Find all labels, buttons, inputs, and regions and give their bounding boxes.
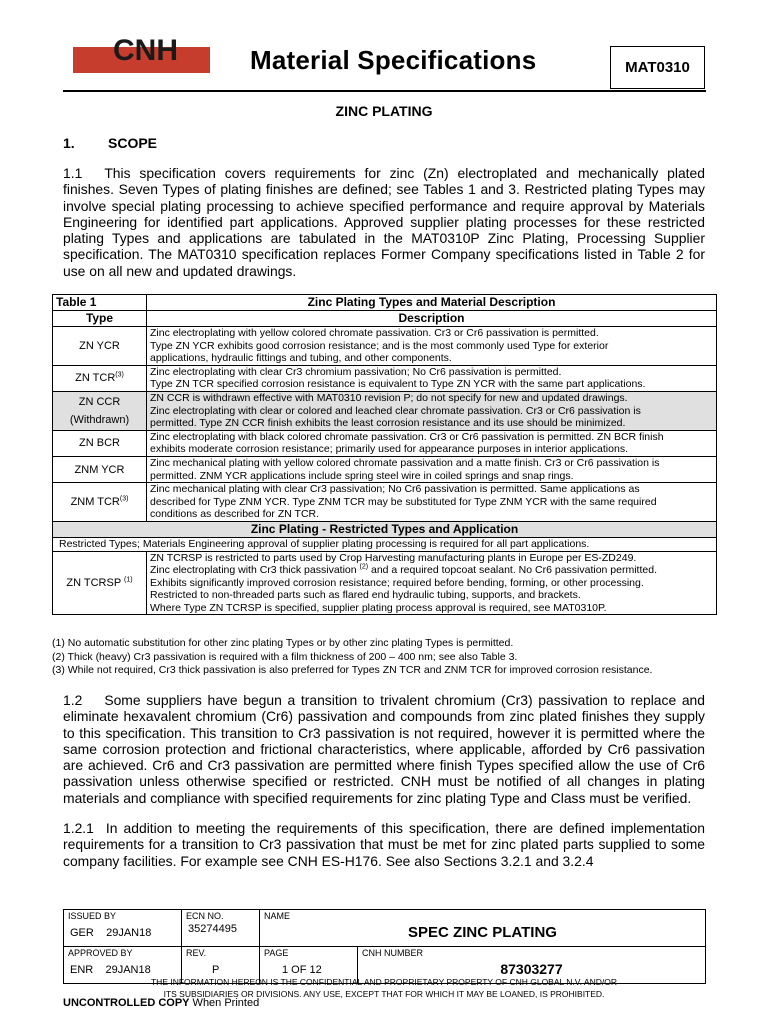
type-cell: ZN BCR xyxy=(53,430,147,456)
cnh-logo-text: CNH xyxy=(113,34,178,67)
description-cell: Zinc mechanical plating with yellow colored chromate passivation and a matte finish. Cr3 or Cr6 passivation is permitted. ZNM YCR applications include spring steel wire in coiled springs and snap rings. xyxy=(147,456,717,482)
restricted-title: Zinc Plating - Restricted Types and Application xyxy=(53,521,717,537)
scope-heading xyxy=(63,135,157,151)
table-1 xyxy=(52,294,717,615)
description-cell: Zinc electroplating with black colored chromate passivation. Cr3 or Cr6 passivation is permitted. ZN BCR finish exhibits moderate corrosion resistance; primarily used for appearance purposes in interior applications. xyxy=(147,430,717,456)
type-cell: ZN TCRSP $^{(1)}$ xyxy=(53,551,147,615)
footnote: (2) Thick (heavy) Cr3 passivation is required with a film thickness of 200 – 400 nm; see also Table 3. xyxy=(52,650,518,663)
table-row xyxy=(53,365,717,391)
cnh-number-cell: CNH NUMBER 87303277 xyxy=(358,947,706,984)
footnote: (3) While not required, Cr3 thick passivation is also preferred for Types ZN TCR and ZNM TCR for improved corrosion resistance. xyxy=(52,664,653,677)
scope-number: 1. xyxy=(63,135,75,151)
title-block xyxy=(63,909,706,984)
table-footnotes xyxy=(52,637,652,678)
table-row-restricted xyxy=(53,551,717,615)
footnote: (1) No automatic substitution for other zinc plating Types or by other zinc plating Types is permitted. xyxy=(52,637,514,649)
column-header-description: Description xyxy=(147,311,717,327)
column-header-type: Type xyxy=(53,311,147,327)
issued-by-cell: ISSUED BY GER 29JAN18 xyxy=(64,910,182,947)
document-title: ZINC PLATING xyxy=(335,103,433,119)
confidentiality-notice: THE INFORMATION HEREON IS THE CONFIDENTIAL AND PROPRIETARY PROPERTY OF CNH GLOBAL N.V. AND/OR ITS SUBSIDIARIES OR DIVISIONS. ANY USE, EXCEPT THAT FOR WHICH IT MAY BE LOANED, IS PROHIBITED. xyxy=(150,977,617,999)
type-cell: ZNM YCR xyxy=(53,456,147,482)
paragraph-text: In addition to meeting the requirements of this specification, there are defined implementation requirements for a transition to Cr3 passivation that must be met for zinc plated parts supplied to some company facilities. For example see CNH ES-H176. See also Sections 3.2.1 and 3.2.4 xyxy=(63,820,705,869)
paragraph-number: 1.2 xyxy=(63,692,83,708)
restricted-note-row xyxy=(53,537,717,551)
header-divider xyxy=(63,90,706,92)
description-cell: Zinc mechanical plating with clear Cr3 passivation; No Cr6 passivation is permitted. Same applications as described for Type ZNM YCR. Type ZNM TCR may be substituted for Type ZNM YCR with the same required conditions as described for ZN TCR. xyxy=(147,483,717,522)
page-header-title: Material Specifications xyxy=(250,45,537,75)
table-row xyxy=(53,430,717,456)
type-cell: ZN CCR (Withdrawn) xyxy=(53,391,147,430)
page-cell: PAGE 1 OF 12 xyxy=(260,947,358,984)
name-cell: NAME SPEC ZINC PLATING xyxy=(260,910,706,947)
description-cell: ZN CCR is withdrawn effective with MAT0310 revision P; do not specify for new and updated drawings. Zinc electroplating with clear or colored and leached clear chromate passivation. Cr3 or Cr6 passivation is permitted. Type ZN CCR finish exhibits the least corrosion resistance and its use should be minimized. xyxy=(147,391,717,430)
type-cell: ZN TCR$^{(3)}$ xyxy=(53,365,147,391)
table-row xyxy=(53,327,717,366)
ecn-cell: ECN NO. 35274495 xyxy=(182,910,260,947)
table-title: Zinc Plating Types and Material Description xyxy=(147,295,717,311)
restricted-title-row xyxy=(53,521,717,537)
table-header-row xyxy=(53,311,717,327)
revision-cell: REV. P xyxy=(182,947,260,984)
paragraph-number: 1.1 xyxy=(63,165,83,181)
scope-label: SCOPE xyxy=(108,135,158,151)
paragraph-text: This specification covers requirements for zinc (Zn) electroplated and mechanically plated finishes. Seven Types of plating finishes are defined; see Tables 1 and 3. Restricted plating Types may involve special plating processing to achieve specified performance and require approval by Materials Engineering for identified part applications. Approved supplier plating processes for these restricted plating Types and applications are tabulated in the MAT0310P Zinc Plating, Processing Supplier specification. The MAT0310 specification replaces Former Company specifications listed in Table 2 for use on all new and updated drawings. xyxy=(63,165,705,279)
uncontrolled-copy-notice: UNCONTROLLED COPY When Printed xyxy=(63,997,260,1009)
table-row-withdrawn xyxy=(53,391,717,430)
description-cell: ZN TCRSP is restricted to parts used by Crop Harvesting manufacturing plants in Europe per ES-ZD249. Zinc electroplating with Cr3 thick passivation $^{(2)}$ and a required topcoat sealant. No Cr6 passivation permitted. Exhibits significantly improved corrosion resistance; required before bending, forming, or other processing. Restricted to non-threaded parts such as flared end hydraulic tubing, supports, and brackets. Where Type ZN TCRSP is specified, supplier plating process approval is required, see MAT0310P. xyxy=(147,551,717,615)
restricted-note: Restricted Types; Materials Engineering approval of supplier plating processing is required for all part applications. xyxy=(53,537,717,551)
paragraph-text: Some suppliers have begun a transition to trivalent chromium (Cr3) passivation to replace and eliminate hexavalent chromium (Cr6) passivation and compounds from zinc plated finishes they supply to this specification. This transition to Cr3 passivation is not required, however it is permitted where the same corrosion protection and frictional characteristics, where applicable, afforded by Cr6 passivation are achieved. Cr6 and Cr3 passivation are permitted where finish Types specified allow the use of Cr6 passivation unless otherwise specified or restricted. CNH must be notified of all changes in plating materials and compliance with specified requirements for zinc plating Type and Class must be verified. xyxy=(63,692,705,806)
cnh-logo xyxy=(73,33,210,73)
paragraph-1-2 xyxy=(63,692,705,806)
table-title-row xyxy=(53,295,717,311)
description-cell: Zinc electroplating with yellow colored chromate passivation. Cr3 or Cr6 passivation is permitted. Type ZN YCR exhibits good corrosion resistance; and is the most commonly used Type for exterior applications, hydraulic fittings and tubing, and other components. xyxy=(147,327,717,366)
table-row xyxy=(53,456,717,482)
type-cell: ZN YCR xyxy=(53,327,147,366)
paragraph-number: 1.2.1 xyxy=(63,820,94,836)
type-cell: ZNM TCR$^{(3)}$ xyxy=(53,483,147,522)
paragraph-1-2-1 xyxy=(63,820,705,869)
spec-code: MAT0310 xyxy=(625,59,690,76)
paragraph-1-1 xyxy=(63,165,705,279)
table-label: Table 1 xyxy=(53,295,147,311)
spec-code-box xyxy=(610,46,705,89)
table-row xyxy=(53,483,717,522)
approved-by-cell: APPROVED BY ENR 29JAN18 xyxy=(64,947,182,984)
description-cell: Zinc electroplating with clear Cr3 chromium passivation; No Cr6 passivation is permitted. Type ZN TCR specified corrosion resistance is equivalent to Type ZN YCR with the same part applications. xyxy=(147,365,717,391)
